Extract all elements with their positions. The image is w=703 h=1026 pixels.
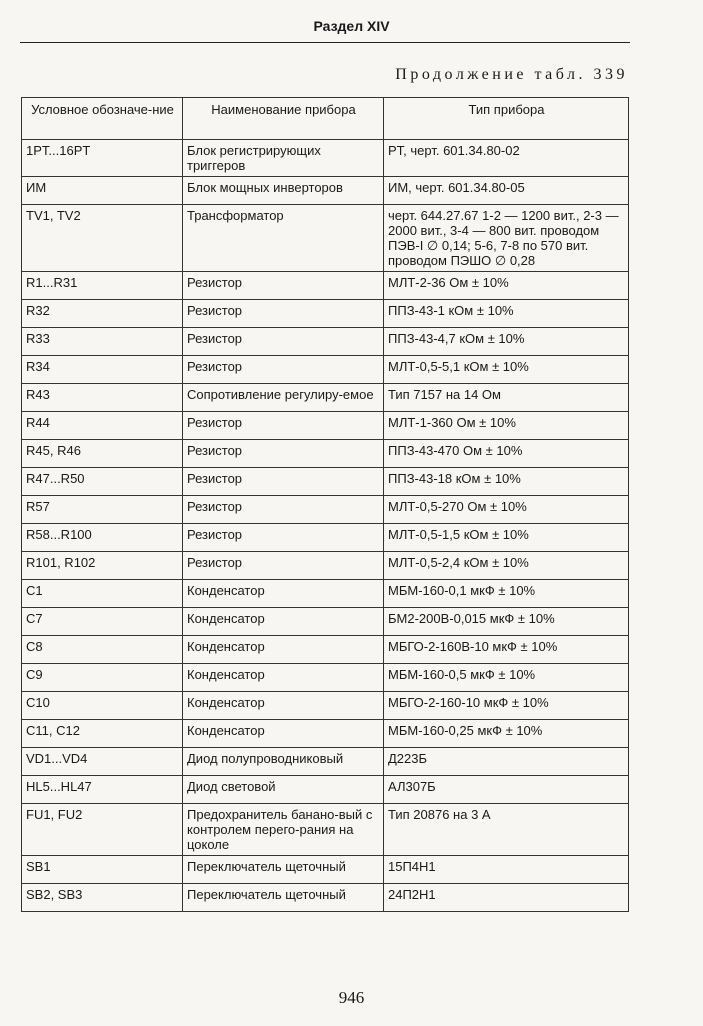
cell-device-name: Диод световой: [183, 776, 384, 804]
header-device-type: Тип прибора: [384, 98, 629, 140]
cell-device-type: 15П4Н1: [384, 856, 629, 884]
table-row: [22, 384, 629, 412]
table-row: [22, 177, 629, 205]
cell-device-type: АЛ307Б: [384, 776, 629, 804]
cell-device-name: Резистор: [183, 300, 384, 328]
cell-designation: R58...R100: [22, 524, 183, 552]
table-row: [22, 692, 629, 720]
cell-device-name: Резистор: [183, 412, 384, 440]
cell-device-type: МЛТ-0,5-1,5 кОм ± 10%: [384, 524, 629, 552]
cell-designation: R43: [22, 384, 183, 412]
cell-device-type: 24П2Н1: [384, 884, 629, 912]
cell-designation: C10: [22, 692, 183, 720]
cell-device-type: МБМ-160-0,5 мкФ ± 10%: [384, 664, 629, 692]
cell-device-type: ППЗ-43-4,7 кОм ± 10%: [384, 328, 629, 356]
table-row: [22, 440, 629, 468]
cell-device-type: БМ2-200В-0,015 мкФ ± 10%: [384, 608, 629, 636]
table-row: [22, 856, 629, 884]
table-row: [22, 608, 629, 636]
device-spec-table: [21, 97, 629, 912]
cell-designation: ИМ: [22, 177, 183, 205]
cell-device-type: МЛТ-2-36 Ом ± 10%: [384, 272, 629, 300]
cell-device-type: МБМ-160-0,1 мкФ ± 10%: [384, 580, 629, 608]
cell-device-type: ППЗ-43-1 кОм ± 10%: [384, 300, 629, 328]
table-row: [22, 884, 629, 912]
cell-designation: HL5...HL47: [22, 776, 183, 804]
cell-device-name: Переключатель щеточный: [183, 884, 384, 912]
cell-device-type: Тип 20876 на 3 А: [384, 804, 629, 856]
table-header-row: [22, 98, 629, 140]
cell-designation: R32: [22, 300, 183, 328]
cell-designation: R34: [22, 356, 183, 384]
cell-device-name: Блок мощных инверторов: [183, 177, 384, 205]
cell-device-name: Конденсатор: [183, 608, 384, 636]
cell-device-name: Конденсатор: [183, 580, 384, 608]
cell-designation: FU1, FU2: [22, 804, 183, 856]
cell-device-name: Конденсатор: [183, 664, 384, 692]
cell-device-name: Резистор: [183, 440, 384, 468]
table-row: [22, 328, 629, 356]
cell-device-name: Резистор: [183, 468, 384, 496]
section-header: Раздел XIV: [313, 18, 390, 34]
table-row: [22, 140, 629, 177]
cell-device-name: Трансформатор: [183, 205, 384, 272]
cell-designation: SB2, SB3: [22, 884, 183, 912]
header-rule: [20, 42, 630, 43]
cell-device-type: PT, черт. 601.34.80-02: [384, 140, 629, 177]
cell-device-type: ППЗ-43-18 кОм ± 10%: [384, 468, 629, 496]
table-row: [22, 552, 629, 580]
cell-device-name: Диод полупроводниковый: [183, 748, 384, 776]
cell-device-type: ИМ, черт. 601.34.80-05: [384, 177, 629, 205]
cell-device-type: МЛТ-0,5-270 Ом ± 10%: [384, 496, 629, 524]
table-row: [22, 524, 629, 552]
cell-device-name: Конденсатор: [183, 692, 384, 720]
cell-designation: R1...R31: [22, 272, 183, 300]
cell-designation: 1PT...16PT: [22, 140, 183, 177]
table-row: [22, 272, 629, 300]
header-designation: Условное обозначе-ние: [22, 98, 183, 140]
cell-device-name: Предохранитель бананo-вый с контролем перего-рания на цоколе: [183, 804, 384, 856]
table-row: [22, 804, 629, 856]
cell-device-name: Резистор: [183, 524, 384, 552]
cell-device-type: МЛТ-0,5-5,1 кОм ± 10%: [384, 356, 629, 384]
table-row: [22, 636, 629, 664]
cell-device-name: Резистор: [183, 496, 384, 524]
table-row: [22, 496, 629, 524]
table-row: [22, 412, 629, 440]
table-row: [22, 205, 629, 272]
cell-device-type: МБГО-2-160В-10 мкФ ± 10%: [384, 636, 629, 664]
table-row: [22, 776, 629, 804]
cell-designation: R44: [22, 412, 183, 440]
cell-designation: R47...R50: [22, 468, 183, 496]
table-row: [22, 356, 629, 384]
table-row: [22, 580, 629, 608]
cell-device-type: МБГО-2-160-10 мкФ ± 10%: [384, 692, 629, 720]
cell-device-name: Резистор: [183, 356, 384, 384]
cell-designation: C9: [22, 664, 183, 692]
cell-device-name: Блок регистрирующих триггеров: [183, 140, 384, 177]
cell-device-type: Д223Б: [384, 748, 629, 776]
cell-device-name: Переключатель щеточный: [183, 856, 384, 884]
table-row: [22, 720, 629, 748]
table-row: [22, 748, 629, 776]
cell-designation: TV1, TV2: [22, 205, 183, 272]
cell-device-name: Резистор: [183, 328, 384, 356]
cell-designation: VD1...VD4: [22, 748, 183, 776]
cell-device-type: МЛТ-1-360 Ом ± 10%: [384, 412, 629, 440]
cell-designation: C8: [22, 636, 183, 664]
cell-designation: R57: [22, 496, 183, 524]
cell-device-type: черт. 644.27.67 1-2 — 1200 вит., 2-3 — 2000 вит., 3-4 — 800 вит. проводом ПЭВ-I ∅ 0,14; 5-6, 7-8 по 570 вит. проводом ПЭШО ∅ 0,28: [384, 205, 629, 272]
table-row: [22, 664, 629, 692]
table-row: [22, 468, 629, 496]
cell-designation: C11, C12: [22, 720, 183, 748]
cell-device-type: МБМ-160-0,25 мкФ ± 10%: [384, 720, 629, 748]
table-row: [22, 300, 629, 328]
cell-device-type: МЛТ-0,5-2,4 кОм ± 10%: [384, 552, 629, 580]
cell-designation: SB1: [22, 856, 183, 884]
cell-device-name: Резистор: [183, 552, 384, 580]
cell-device-name: Конденсатор: [183, 720, 384, 748]
cell-designation: C1: [22, 580, 183, 608]
cell-device-type: ППЗ-43-470 Ом ± 10%: [384, 440, 629, 468]
cell-designation: R45, R46: [22, 440, 183, 468]
table-continuation-label: Продолжение табл. 339: [395, 66, 628, 83]
header-device-name: Наименование прибора: [183, 98, 384, 140]
cell-designation: R33: [22, 328, 183, 356]
page-number: 946: [338, 988, 365, 1007]
cell-device-name: Сопротивление регулиру-емое: [183, 384, 384, 412]
cell-device-type: Тип 7157 на 14 Ом: [384, 384, 629, 412]
cell-designation: R101, R102: [22, 552, 183, 580]
cell-device-name: Резистор: [183, 272, 384, 300]
cell-designation: C7: [22, 608, 183, 636]
cell-device-name: Конденсатор: [183, 636, 384, 664]
